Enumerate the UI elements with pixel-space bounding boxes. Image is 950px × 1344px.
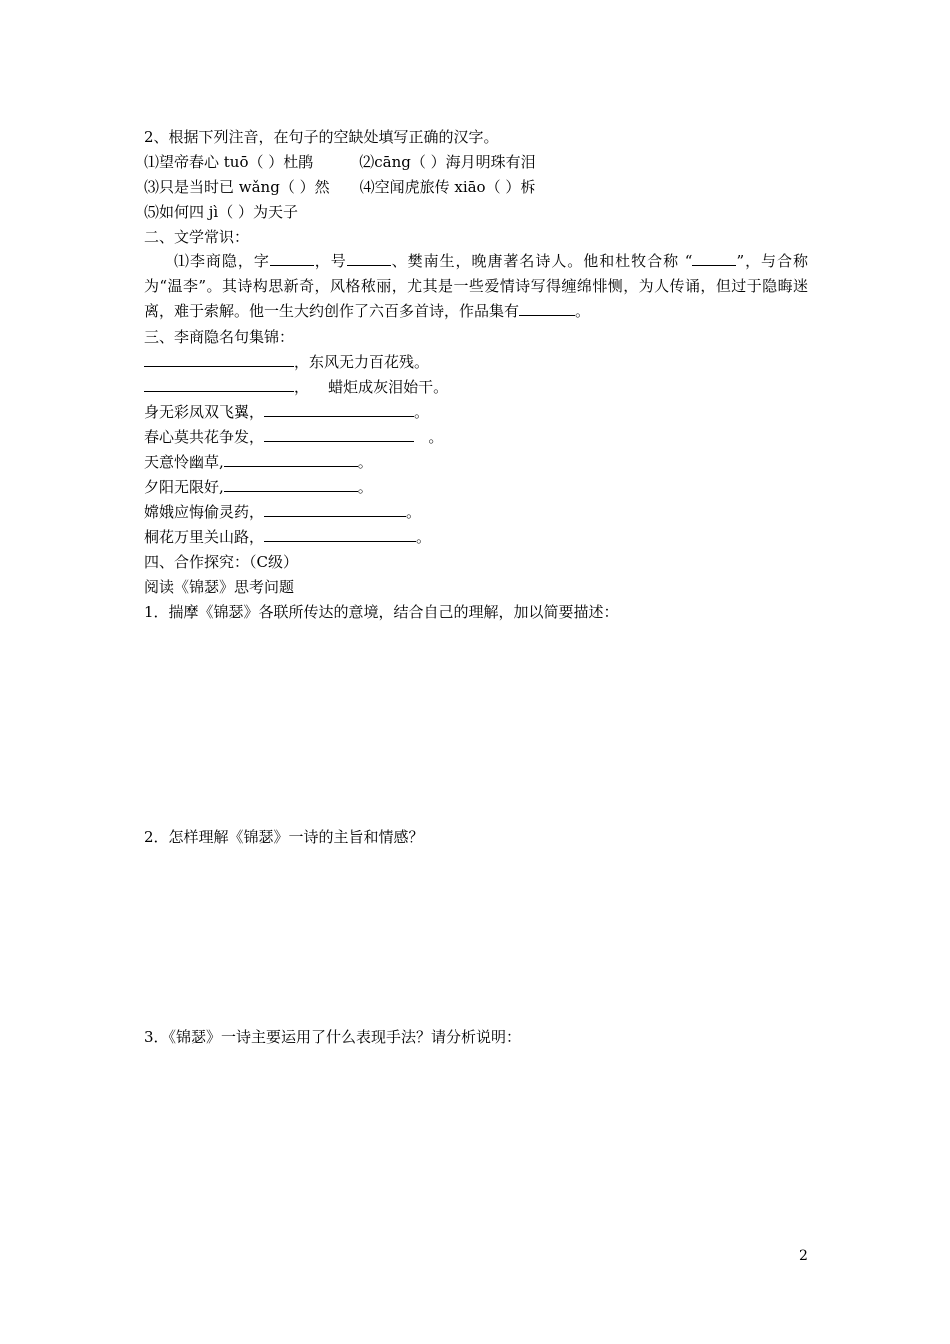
fill-blank[interactable] — [270, 251, 314, 266]
fill-blank[interactable] — [692, 251, 736, 266]
verse-line — [144, 452, 373, 472]
literary-knowledge-paragraph — [144, 249, 808, 324]
verse-text: 夕阳无限好, — [144, 478, 224, 496]
verse-line — [144, 352, 429, 372]
section2-heading: 二、文学常识： — [144, 228, 250, 246]
question-3: 3．《锦瑟》一诗主要运用了什么表现手法？请分析说明： — [144, 1028, 522, 1046]
q2-item-row — [144, 177, 535, 197]
para-text: 、樊南生，晚唐著名诗人。他和杜牧合称 “ — [390, 252, 693, 270]
verse-blank[interactable] — [144, 352, 294, 367]
verse-line — [144, 527, 431, 547]
verse-line — [144, 427, 443, 447]
verse-blank[interactable] — [264, 427, 414, 442]
verse-text: 嫦娥应悔偷灵药， — [144, 503, 265, 521]
verse-text: 桐花万里关山路， — [144, 528, 265, 546]
section4-heading: 四、合作探究：（C级） — [144, 553, 298, 571]
verse-text: 。 — [357, 453, 373, 471]
para-text: ，号 — [313, 252, 347, 270]
para-text: ⑴李商隐，字 — [174, 252, 270, 270]
verse-blank[interactable] — [144, 377, 294, 392]
q2-item: ⑴望帝春心 tuō（ ）杜鹃 — [144, 153, 314, 171]
verse-text: ，东风无力百花残。 — [294, 353, 430, 371]
verse-text: 春心莫共花争发， — [144, 428, 265, 446]
verse-text: 。 — [357, 478, 373, 496]
reading-intro: 阅读《锦瑟》思考问题 — [144, 578, 295, 596]
fill-blank[interactable] — [347, 251, 391, 266]
section3-heading: 三、李商隐名句集锦： — [144, 328, 295, 346]
fill-blank[interactable] — [519, 301, 575, 316]
verse-text: 。 — [414, 428, 444, 446]
verse-text: 。 — [416, 528, 432, 546]
verse-blank[interactable] — [264, 527, 416, 542]
para-text: ”，与合称为“温李”。其诗构思新奇，风格秾丽，尤其是一些爱情诗写得缠绵悱恻，为人传诵，但过于隐晦迷离，难于索解。他一生大约创作了六百多首诗，作品集有 — [144, 252, 808, 320]
q2-item: ⑸如何四 jì（ ）为天子 — [144, 203, 298, 221]
q2-item: ⑷空闻虎旅传 xiāo（ ）柝 — [359, 178, 536, 196]
verse-blank[interactable] — [224, 477, 358, 492]
verse-text: 。 — [414, 403, 430, 421]
verse-blank[interactable] — [264, 502, 406, 517]
q2-heading: 2、根据下列注音，在句子的空缺处填写正确的汉字。 — [144, 128, 499, 146]
verse-blank[interactable] — [224, 452, 358, 467]
para-text: 。 — [575, 302, 591, 320]
verse-line — [144, 477, 373, 497]
q2-item-row — [144, 202, 298, 222]
verse-line — [144, 402, 429, 422]
question-1: 1．揣摩《锦瑟》各联所传达的意境，结合自己的理解，加以简要描述： — [144, 603, 619, 621]
verse-line — [144, 377, 448, 397]
q2-item-row — [144, 152, 536, 172]
verse-text: ， 蜡炬成灰泪始干。 — [294, 378, 449, 396]
verse-text: 。 — [406, 503, 422, 521]
question-2: 2．怎样理解《锦瑟》一诗的主旨和情感？ — [144, 828, 424, 846]
verse-line — [144, 502, 421, 522]
q2-item: ⑵cāng（ ）海月明珠有泪 — [359, 153, 536, 171]
verse-text: 身无彩凤双飞翼， — [144, 403, 265, 421]
verse-blank[interactable] — [264, 402, 414, 417]
page-number: 2 — [799, 1248, 808, 1264]
q2-item: ⑶只是当时已 wǎng（ ）然 — [144, 178, 330, 196]
verse-text: 天意怜幽草, — [144, 453, 224, 471]
